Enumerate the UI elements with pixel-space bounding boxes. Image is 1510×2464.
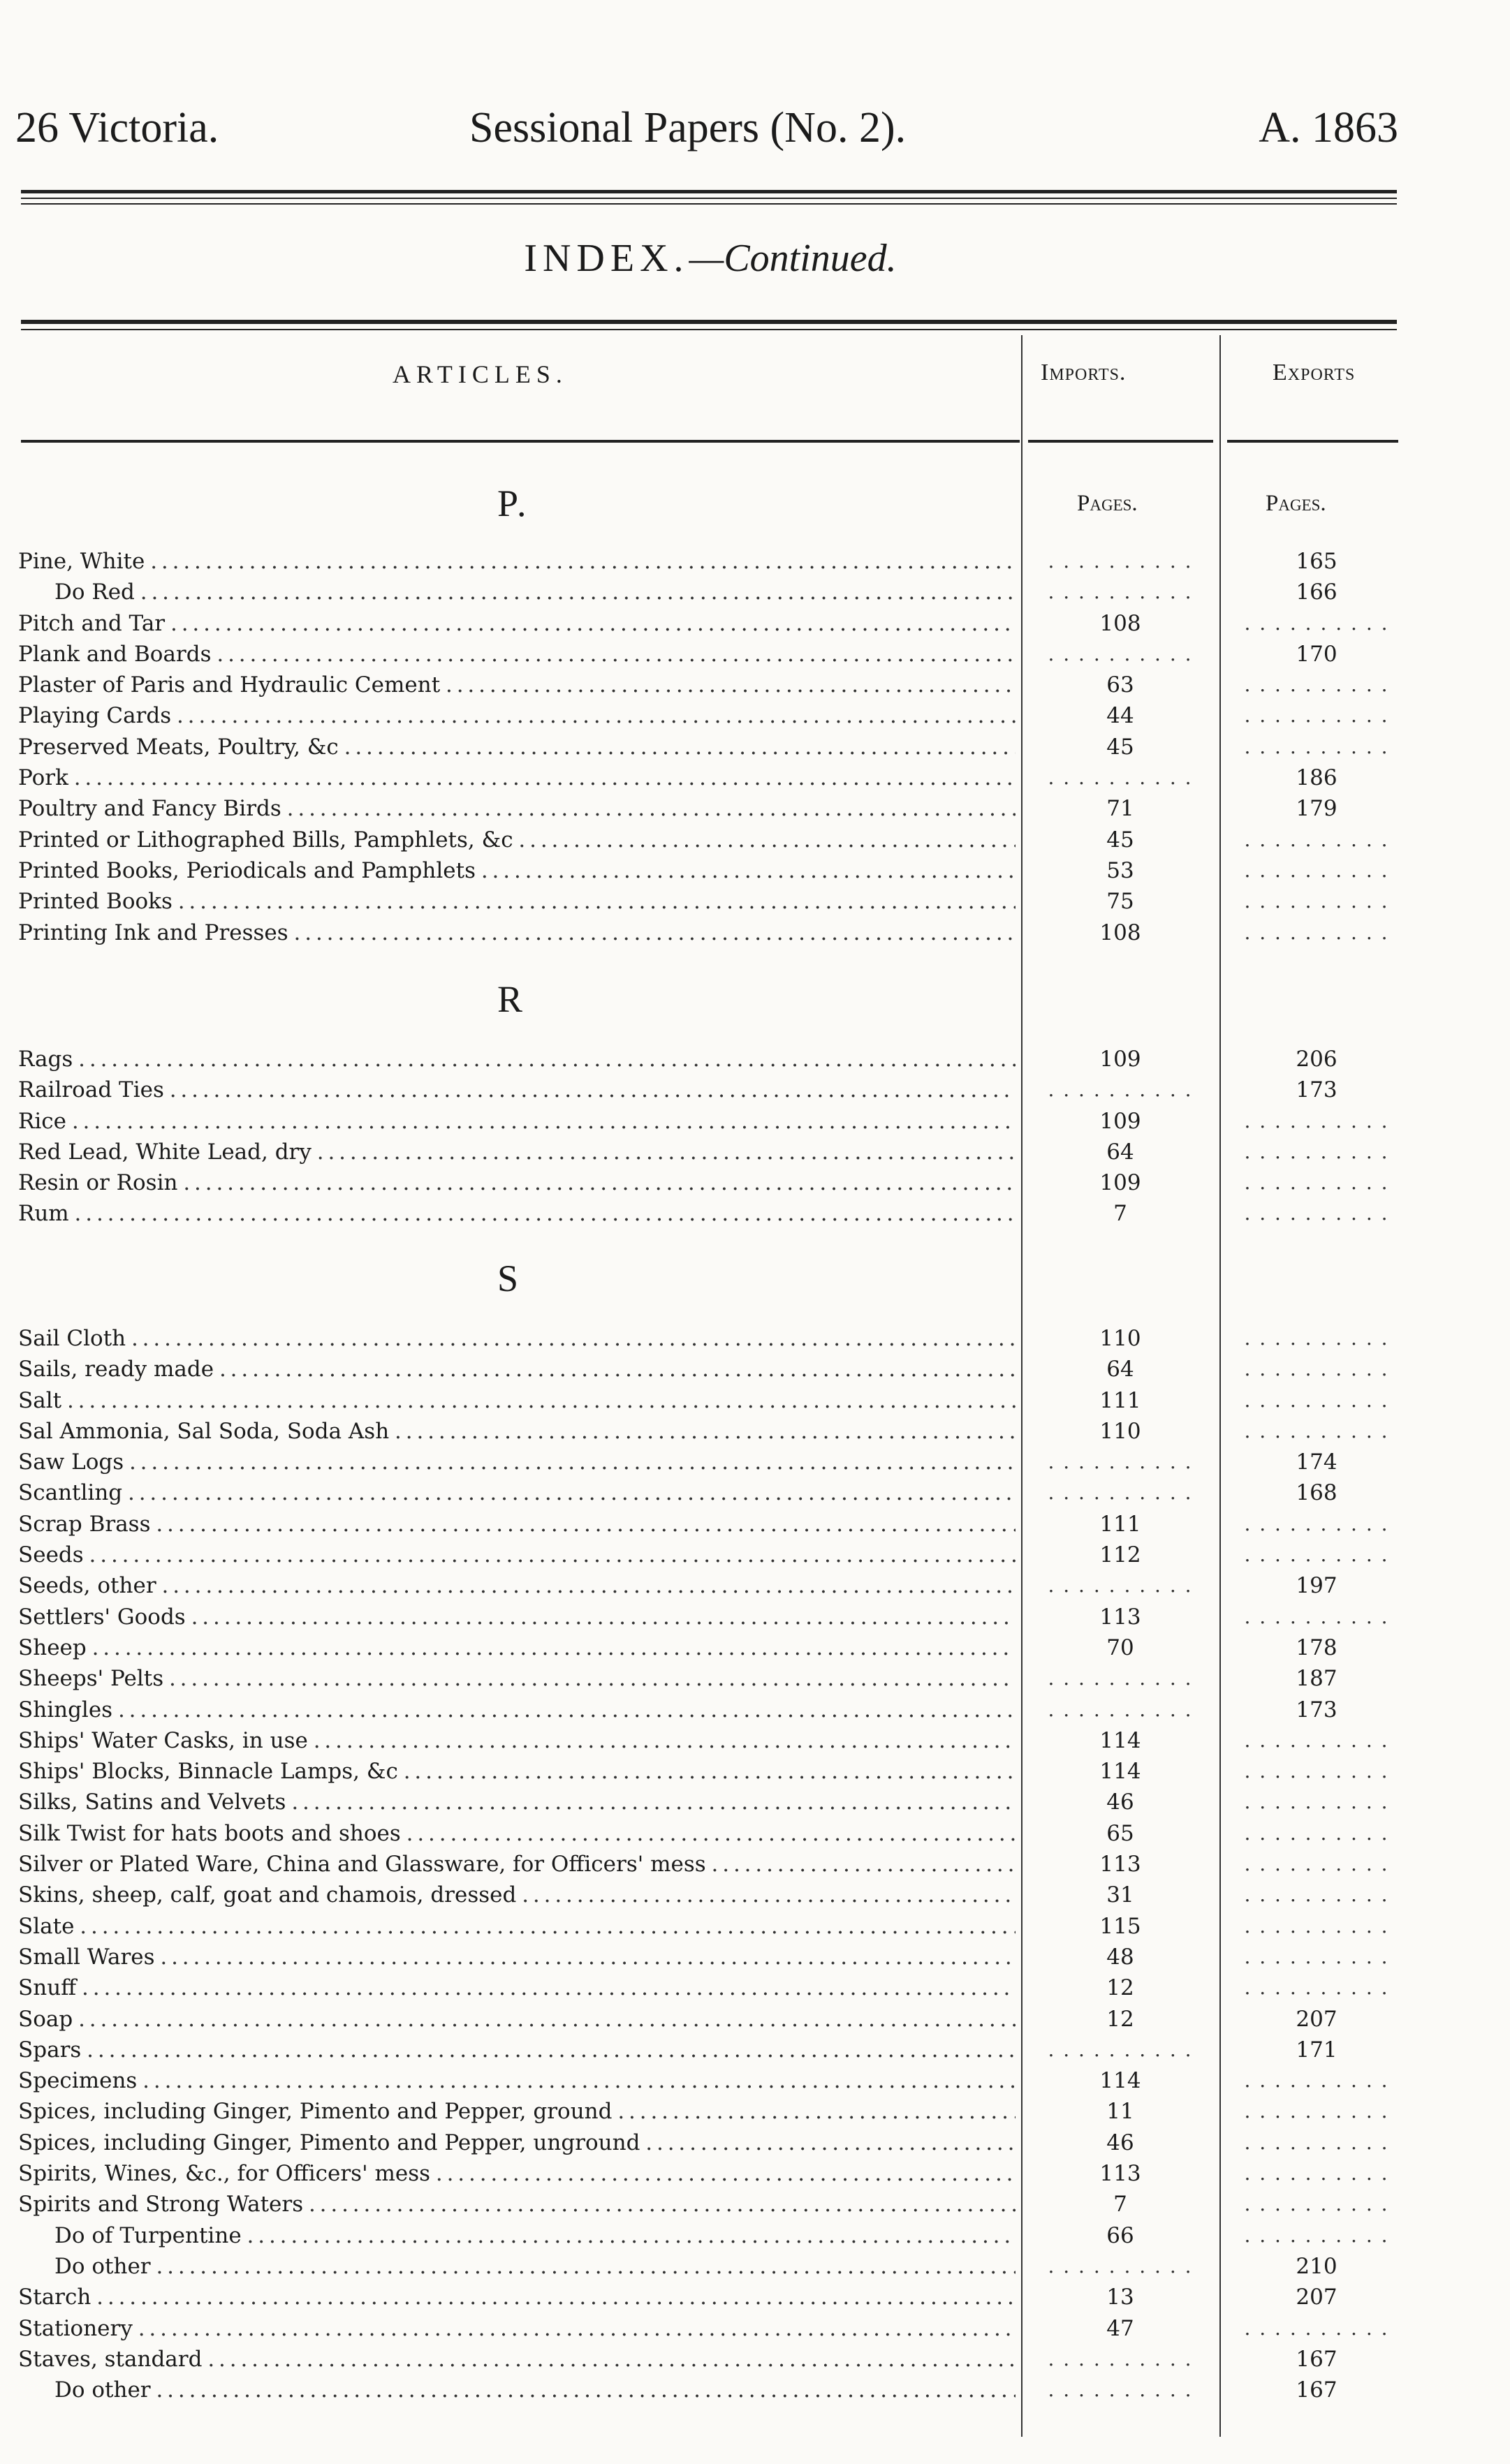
index-row: [15, 1198, 1405, 1229]
exports-page: . . . . . . . . . .: [1244, 2192, 1389, 2216]
imports-page: 31: [1106, 1882, 1134, 1908]
exports-page: . . . . . . . . . .: [1244, 2316, 1389, 2340]
article-name: Preserved Meats, Poultry, &c . . .: [18, 732, 1016, 762]
exports-page: . . . . . . . . . .: [1244, 1821, 1389, 1845]
index-row: [15, 1570, 1405, 1601]
imports-page: 75: [1106, 889, 1134, 915]
index-row: [15, 793, 1405, 824]
article-name: Do other . . .: [54, 2251, 1016, 2282]
imports-page: . . . . . . . . . .: [1048, 2347, 1193, 2370]
index-row: [15, 2096, 1405, 2127]
article-name: Poultry and Fancy Birds . . .: [18, 793, 1016, 824]
imports-page: 113: [1099, 2161, 1141, 2187]
index-title-continued: —Continued.: [689, 237, 897, 280]
article-name: Shingles . . .: [18, 1695, 1016, 1725]
article-name: Soap . . .: [18, 2004, 1016, 2035]
index-row: [15, 1385, 1405, 1416]
article-name: Seeds . . .: [18, 1540, 1016, 1570]
index-row: [15, 1695, 1405, 1725]
imports-page: 7: [1113, 1201, 1127, 1227]
imports-page: 114: [1099, 1727, 1141, 1753]
imports-page: 47: [1106, 2315, 1134, 2341]
imports-page: 108: [1099, 920, 1141, 945]
exports-page: . . . . . . . . . .: [1244, 1419, 1389, 1443]
index-row: [15, 1477, 1405, 1508]
exports-page: . . . . . . . . . .: [1244, 1512, 1389, 1535]
index-row: [15, 855, 1405, 886]
article-name: Printed or Lithographed Bills, Pamphlets, &c . . .: [18, 825, 1016, 855]
exports-page: 173: [1296, 1697, 1337, 1722]
index-row: [15, 1509, 1405, 1540]
imports-page: 109: [1099, 1170, 1141, 1196]
article-name: Do of Turpentine . . .: [54, 2220, 1016, 2251]
article-name: Scrap Brass . . .: [18, 1509, 1016, 1540]
imports-page: 45: [1106, 827, 1134, 853]
imports-page: . . . . . . . . . .: [1048, 1450, 1193, 1474]
index-row: [15, 2035, 1405, 2065]
imports-page: 110: [1099, 1418, 1141, 1444]
imports-page: . . . . . . . . . .: [1048, 549, 1193, 573]
index-row: [15, 1323, 1405, 1354]
article-name: Silk Twist for hats boots and shoes . . .: [18, 1818, 1016, 1849]
imports-page: 110: [1099, 1326, 1141, 1351]
exports-page: 179: [1296, 796, 1337, 822]
section-letter-s: S: [497, 1257, 522, 1299]
head-rule-thin: [21, 198, 1397, 199]
imports-page: 108: [1099, 610, 1141, 636]
exports-page: 174: [1296, 1449, 1337, 1475]
exports-page: . . . . . . . . . .: [1244, 611, 1389, 635]
index-row: [15, 2158, 1405, 2189]
article-name: Pork . . .: [18, 762, 1016, 793]
year-label: A. 1863: [1259, 104, 1398, 152]
index-row: [15, 1756, 1405, 1787]
exports-page: . . . . . . . . . .: [1244, 920, 1389, 944]
exports-page: . . . . . . . . . .: [1244, 1139, 1389, 1163]
article-name: Red Lead, White Lead, dry . . .: [18, 1137, 1016, 1167]
article-name: Spars . . .: [18, 2035, 1016, 2065]
index-row: [15, 825, 1405, 855]
article-name: Ships' Water Casks, in use . . .: [18, 1725, 1016, 1756]
article-name: Silver or Plated Ware, China and Glassware, for Officers' mess . . .: [18, 1849, 1016, 1880]
imports-page: . . . . . . . . . .: [1048, 1697, 1193, 1721]
article-name: Specimens . . .: [18, 2065, 1016, 2096]
article-name: Sail Cloth . . .: [18, 1323, 1016, 1354]
index-row: [15, 1911, 1405, 1942]
exports-page: . . . . . . . . . .: [1244, 1202, 1389, 1225]
imports-page: . . . . . . . . . .: [1048, 766, 1193, 790]
imports-page: 65: [1106, 1820, 1134, 1846]
imports-page: 70: [1106, 1635, 1134, 1660]
index-row: [15, 917, 1405, 948]
imports-page: 64: [1106, 1357, 1134, 1382]
exports-page: . . . . . . . . . .: [1244, 1790, 1389, 1814]
imports-page: 115: [1099, 1913, 1141, 1939]
imports-page: . . . . . . . . . .: [1048, 2037, 1193, 2061]
article-name: Spices, including Ginger, Pimento and Pepper, unground . . .: [18, 2127, 1016, 2158]
exports-page: . . . . . . . . . .: [1244, 1883, 1389, 1907]
article-name: Plaster of Paris and Hydraulic Cement . . .: [18, 670, 1016, 700]
article-name: Seeds, other . . .: [18, 1570, 1016, 1601]
imports-page: . . . . . . . . . .: [1048, 1667, 1193, 1690]
article-name: Sal Ammonia, Sal Soda, Soda Ash . . .: [18, 1416, 1016, 1447]
imports-page: . . . . . . . . . .: [1048, 1078, 1193, 1102]
article-name: Saw Logs . . .: [18, 1447, 1016, 1477]
imports-page: 64: [1106, 1139, 1134, 1165]
imports-page: 44: [1106, 703, 1134, 729]
imports-page: 114: [1099, 2068, 1141, 2094]
exports-page: . . . . . . . . . .: [1244, 1914, 1389, 1938]
exports-page: . . . . . . . . . .: [1244, 2069, 1389, 2093]
title-rule-thin: [21, 329, 1397, 330]
imports-page: 109: [1099, 1108, 1141, 1134]
index-row: [15, 577, 1405, 607]
index-row: [15, 1044, 1405, 1075]
article-name: Spirits, Wines, &c., for Officers' mess . . .: [18, 2158, 1016, 2189]
index-row: [15, 1540, 1405, 1570]
index-row: [15, 2251, 1405, 2282]
exports-page: . . . . . . . . . .: [1244, 1728, 1389, 1752]
index-row: [15, 2313, 1405, 2344]
article-name: Sheep . . .: [18, 1632, 1016, 1663]
articles-column-header: ARTICLES.: [393, 360, 568, 388]
imports-page: 12: [1106, 1975, 1134, 2001]
exports-page: . . . . . . . . . .: [1244, 1852, 1389, 1876]
exports-page: . . . . . . . . . .: [1244, 1543, 1389, 1567]
exports-page: . . . . . . . . . .: [1244, 2100, 1389, 2123]
exports-page: 171: [1296, 2037, 1337, 2063]
section-letter-p: P.: [497, 482, 529, 524]
exports-page: . . . . . . . . . .: [1244, 1945, 1389, 1968]
head-rule-thick: [21, 190, 1397, 193]
index-row: [15, 1725, 1405, 1756]
article-name: Printed Books, Periodicals and Pamphlets . . .: [18, 855, 1016, 886]
document-page: [15, 0, 1405, 2464]
imports-page: 53: [1106, 857, 1134, 883]
article-name: Do Red . . .: [54, 577, 1016, 607]
exports-column-header: Exports: [1273, 360, 1356, 385]
article-name: Pine, White . . .: [18, 546, 1016, 577]
index-row: [15, 2127, 1405, 2158]
imports-page: 46: [1106, 1790, 1134, 1815]
exports-page: 207: [1296, 2006, 1337, 2032]
article-name: Plank and Boards . . .: [18, 639, 1016, 670]
header-rule: [21, 440, 1020, 443]
article-name: Silks, Satins and Velvets . . .: [18, 1787, 1016, 1817]
index-row: [15, 732, 1405, 762]
article-name: Skins, sheep, calf, goat and chamois, dressed . . .: [18, 1880, 1016, 1910]
session-label: 26 Victoria.: [15, 104, 219, 152]
article-name: Rice . . .: [18, 1106, 1016, 1137]
article-name: Spirits and Strong Waters . . .: [18, 2189, 1016, 2220]
article-name: Slate . . .: [18, 1911, 1016, 1942]
section-letter-r: R: [497, 978, 526, 1020]
exports-page: 197: [1296, 1573, 1337, 1599]
imports-page: 112: [1099, 1542, 1141, 1568]
imports-page: 111: [1099, 1511, 1141, 1537]
exports-page: . . . . . . . . . .: [1244, 1327, 1389, 1350]
article-name: Printing Ink and Presses . . .: [18, 917, 1016, 948]
imports-column-header: Imports.: [1041, 360, 1127, 385]
imports-page: . . . . . . . . . .: [1048, 2378, 1193, 2402]
index-title-main: INDEX.: [524, 237, 689, 280]
imports-page: 12: [1106, 2006, 1134, 2032]
index-row: [15, 1602, 1405, 1632]
index-row: [15, 1632, 1405, 1663]
section-p-rows: [15, 546, 1405, 948]
article-name: Starch . . .: [18, 2282, 1016, 2312]
imports-page: 7: [1113, 2192, 1127, 2218]
index-row: [15, 670, 1405, 700]
papers-label: Sessional Papers (No. 2).: [469, 104, 907, 152]
exports-page: 206: [1296, 1047, 1337, 1072]
index-row: [15, 1849, 1405, 1880]
article-name: Ships' Blocks, Binnacle Lamps, &c . . .: [18, 1756, 1016, 1787]
index-row: [15, 1075, 1405, 1105]
index-row: [15, 1787, 1405, 1817]
article-name: Spices, including Ginger, Pimento and Pepper, ground . . .: [18, 2096, 1016, 2127]
article-name: Sheeps' Pelts . . .: [18, 1663, 1016, 1694]
imports-page: 113: [1099, 1852, 1141, 1877]
imports-page: 109: [1099, 1047, 1141, 1072]
exports-page: 210: [1296, 2253, 1337, 2279]
exports-page: . . . . . . . . . .: [1244, 858, 1389, 882]
imports-page: 11: [1106, 2099, 1134, 2125]
article-name: Small Wares . . .: [18, 1942, 1016, 1972]
exports-page: . . . . . . . . . .: [1244, 1388, 1389, 1412]
exports-page: 207: [1296, 2285, 1337, 2310]
article-name: Stationery . . .: [18, 2313, 1016, 2344]
running-head: [15, 103, 1405, 159]
imports-page: 48: [1106, 1944, 1134, 1970]
exports-page: . . . . . . . . . .: [1244, 2162, 1389, 2185]
imports-page: . . . . . . . . . .: [1048, 642, 1193, 665]
article-name: Printed Books . . .: [18, 886, 1016, 917]
index-row: [15, 608, 1405, 639]
exports-page: . . . . . . . . . .: [1244, 1171, 1389, 1195]
exports-page: . . . . . . . . . .: [1244, 1357, 1389, 1381]
header-rule-exports: [1227, 440, 1398, 443]
imports-page: 63: [1106, 672, 1134, 698]
exports-page: . . . . . . . . . .: [1244, 735, 1389, 758]
exports-page: 187: [1296, 1666, 1337, 1692]
exports-page: 165: [1296, 549, 1337, 574]
index-row: [15, 1354, 1405, 1385]
imports-page: 66: [1106, 2222, 1134, 2248]
article-name: Pitch and Tar . . .: [18, 608, 1016, 639]
exports-page: . . . . . . . . . .: [1244, 1976, 1389, 2000]
section-s-rows: [15, 1323, 1405, 2405]
exports-page: 170: [1296, 641, 1337, 667]
index-row: [15, 2282, 1405, 2312]
index-row: [15, 1972, 1405, 2003]
imports-page: . . . . . . . . . .: [1048, 1481, 1193, 1505]
index-row: [15, 1447, 1405, 1477]
article-name: Railroad Ties . . .: [18, 1075, 1016, 1105]
index-row: [15, 1416, 1405, 1447]
index-row: [15, 639, 1405, 670]
article-name: Scantling . . .: [18, 1477, 1016, 1508]
imports-page: 45: [1106, 734, 1134, 760]
article-name: Do other . . .: [54, 2375, 1016, 2405]
index-row: [15, 2004, 1405, 2035]
imports-page: 111: [1099, 1387, 1141, 1413]
imports-page: 71: [1106, 796, 1134, 822]
section-r-rows: [15, 1044, 1405, 1230]
index-row: [15, 2220, 1405, 2251]
article-name: Sails, ready made . . .: [18, 1354, 1016, 1385]
exports-page: . . . . . . . . . .: [1244, 2223, 1389, 2247]
index-row: [15, 2189, 1405, 2220]
index-row: [15, 1880, 1405, 1910]
exports-page: . . . . . . . . . .: [1244, 704, 1389, 728]
article-name: Rum . . .: [18, 1198, 1016, 1229]
index-row: [15, 762, 1405, 793]
article-name: Salt . . .: [18, 1385, 1016, 1416]
imports-page: . . . . . . . . . .: [1048, 580, 1193, 604]
index-row: [15, 1106, 1405, 1137]
imports-page: 113: [1099, 1604, 1141, 1630]
article-name: Snuff . . .: [18, 1972, 1016, 2003]
exports-page: 167: [1296, 2377, 1337, 2403]
exports-page: 168: [1296, 1480, 1337, 1506]
index-row: [15, 1942, 1405, 1972]
imports-page: 114: [1099, 1759, 1141, 1785]
index-row: [15, 700, 1405, 731]
index-row: [15, 1663, 1405, 1694]
imports-page: 46: [1106, 2130, 1134, 2155]
index-title: [15, 236, 1405, 281]
article-name: Rags . . .: [18, 1044, 1016, 1075]
exports-page: 178: [1296, 1635, 1337, 1660]
index-row: [15, 2375, 1405, 2405]
index-row: [15, 546, 1405, 577]
exports-page: . . . . . . . . . .: [1244, 1604, 1389, 1628]
index-row: [15, 2344, 1405, 2375]
exports-page: 167: [1296, 2346, 1337, 2372]
article-name: Playing Cards . . .: [18, 700, 1016, 731]
article-name: Staves, standard . . .: [18, 2344, 1016, 2375]
index-row: [15, 1818, 1405, 1849]
head-rule-thin-2: [21, 203, 1397, 205]
imports-page: . . . . . . . . . .: [1048, 1574, 1193, 1598]
header-rule-imports: [1028, 440, 1213, 443]
imports-page: . . . . . . . . . .: [1048, 2254, 1193, 2278]
imports-page: 13: [1106, 2285, 1134, 2310]
exports-page: . . . . . . . . . .: [1244, 890, 1389, 913]
index-row: [15, 1137, 1405, 1167]
exports-page: . . . . . . . . . .: [1244, 2130, 1389, 2154]
index-row: [15, 886, 1405, 917]
index-row: [15, 2065, 1405, 2096]
exports-page: 186: [1296, 765, 1337, 791]
imports-pages-header: Pages.: [1077, 491, 1138, 516]
title-rule-thick: [21, 320, 1397, 324]
exports-page: 166: [1296, 580, 1337, 605]
article-name: Resin or Rosin . . .: [18, 1167, 1016, 1198]
article-name: Settlers' Goods . . .: [18, 1602, 1016, 1632]
exports-page: . . . . . . . . . .: [1244, 1109, 1389, 1133]
exports-pages-header: Pages.: [1266, 491, 1326, 516]
exports-page: . . . . . . . . . .: [1244, 673, 1389, 697]
index-row: [15, 1167, 1405, 1198]
exports-page: 173: [1296, 1077, 1337, 1103]
exports-page: . . . . . . . . . .: [1244, 827, 1389, 851]
exports-page: . . . . . . . . . .: [1244, 1760, 1389, 1783]
